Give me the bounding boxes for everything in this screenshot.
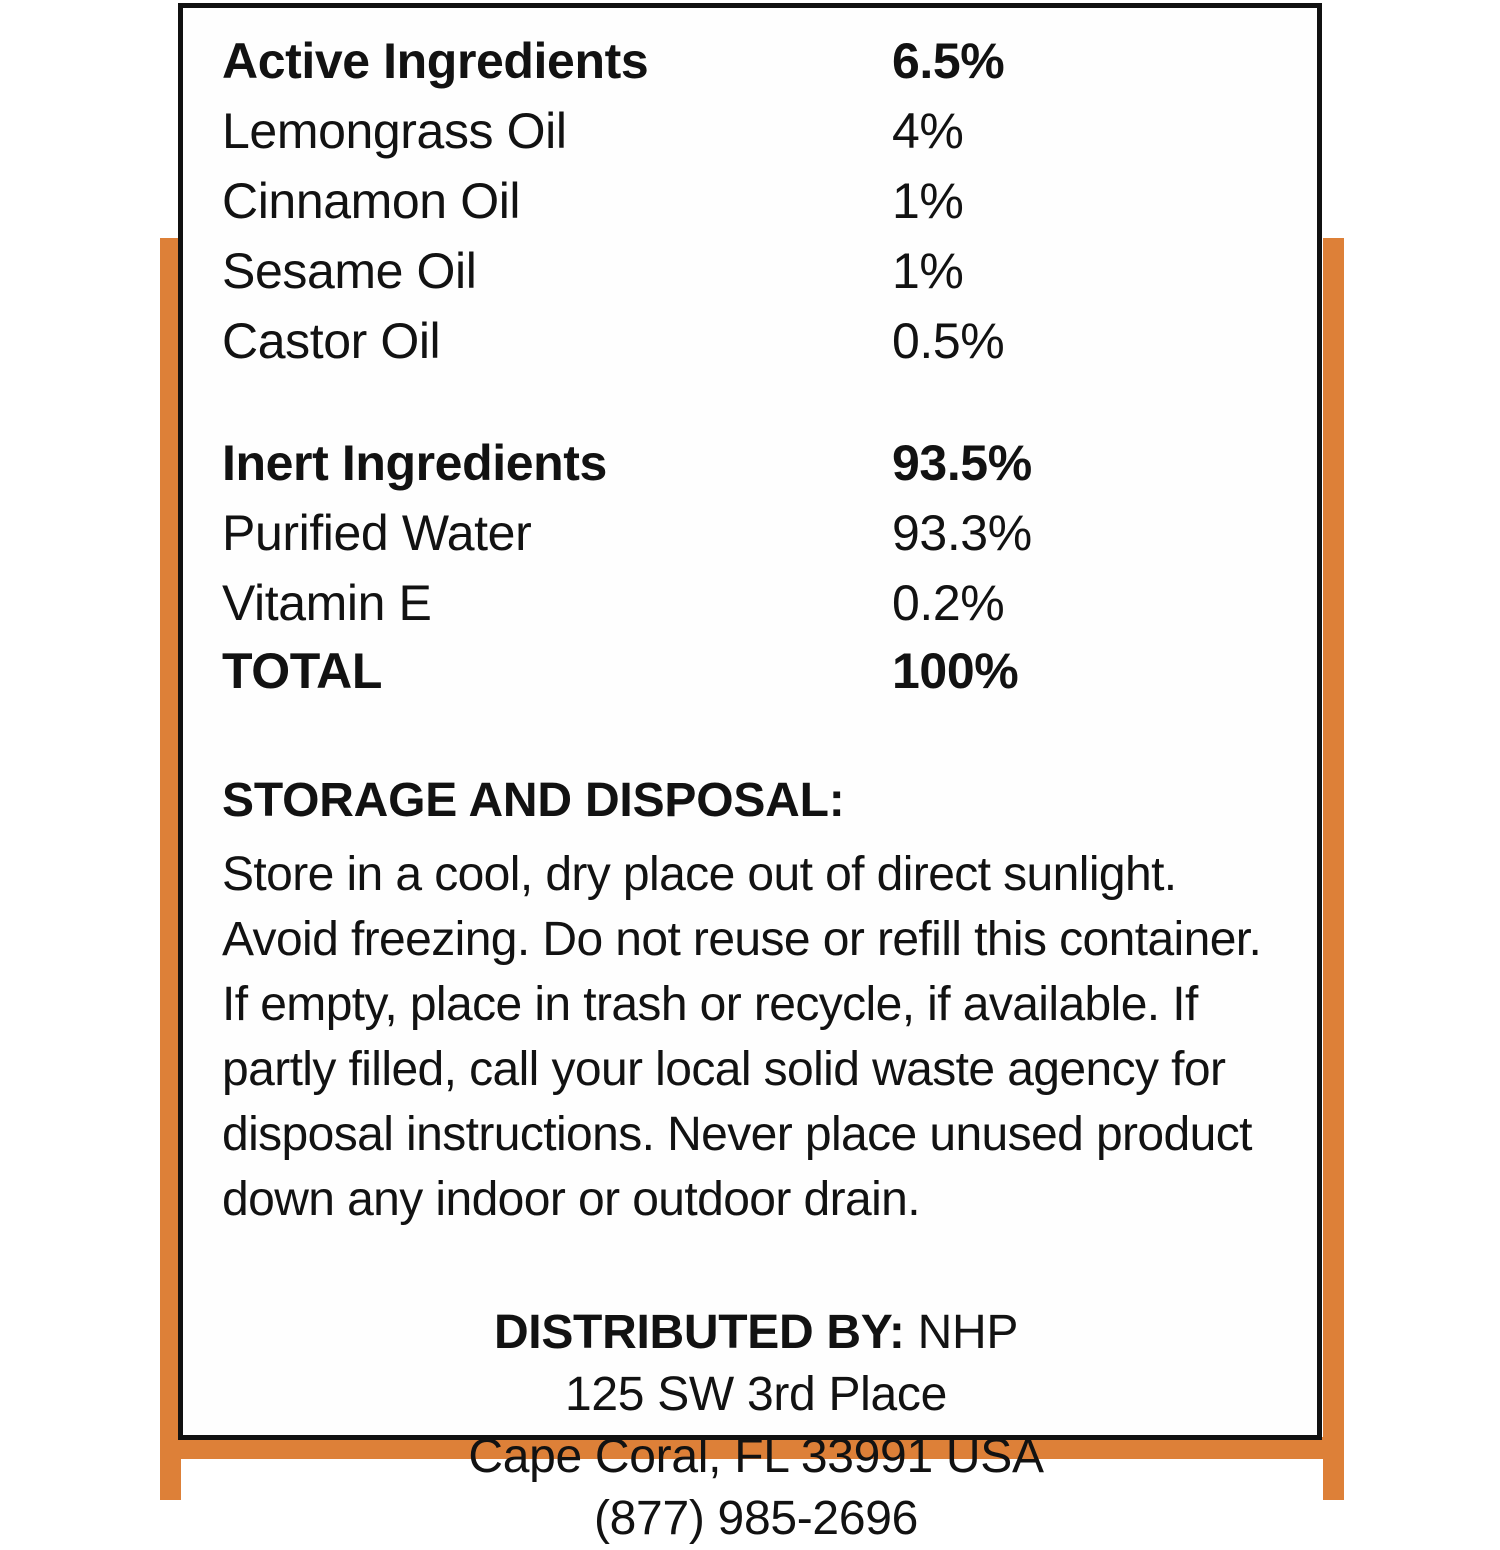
- distributor-phone: (877) 985-2696: [593, 1492, 919, 1545]
- table-row: [222, 498, 1290, 568]
- section-spacer-cell: [222, 376, 1290, 428]
- distributor-company-name: NHP: [917, 1306, 1019, 1359]
- table-row: [222, 568, 1290, 638]
- ingredient-name: Cinnamon Oil: [222, 173, 521, 229]
- active-ingredients-label: Active Ingredients: [222, 33, 649, 89]
- ingredient-name: Castor Oil: [222, 313, 441, 369]
- distributor-city-state-zip: Cape Coral, FL 33991 USA: [468, 1430, 1044, 1483]
- inert-ingredients-heading-row: [222, 428, 1290, 498]
- inert-ingredients-value: 93.5%: [892, 435, 1032, 491]
- ingredients-table: [222, 26, 1290, 704]
- active-ingredients-value: 6.5%: [892, 33, 1005, 89]
- distributor-company-line: [222, 1302, 1290, 1364]
- section-spacer: [222, 376, 1290, 428]
- storage-and-disposal-section: [222, 772, 1290, 1232]
- ingredient-name: Lemongrass Oil: [222, 103, 567, 159]
- total-label: TOTAL: [222, 643, 383, 699]
- ingredient-value: 0.5%: [892, 313, 1005, 369]
- distributed-by-label: DISTRIBUTED BY:: [493, 1306, 905, 1359]
- ingredient-value: 1%: [892, 243, 964, 299]
- label-card: [178, 3, 1322, 1545]
- active-ingredients-heading-row: [222, 26, 1290, 96]
- table-row: [222, 236, 1290, 306]
- accent-band-right: [1323, 238, 1344, 1500]
- distributor-street: 125 SW 3rd Place: [564, 1368, 948, 1421]
- storage-body-text: Store in a cool, dry place out of direct sunlight. Avoid freezing. Do not reuse or refill this container. If empty, place in trash or recycle, if available. If partly filled, call your local solid waste agency for disposal instructions. Never place unused product down any indoor or outdoor drain.: [222, 848, 1262, 1226]
- ingredient-value: 0.2%: [892, 575, 1005, 631]
- inert-ingredients-label: Inert Ingredients: [222, 435, 607, 491]
- storage-heading: STORAGE AND DISPOSAL:: [222, 774, 845, 827]
- ingredient-value: 93.3%: [892, 505, 1032, 561]
- table-row: [222, 96, 1290, 166]
- distributor-block: [222, 1302, 1290, 1550]
- ingredient-name: Sesame Oil: [222, 243, 477, 299]
- ingredient-name: Purified Water: [222, 505, 532, 561]
- total-value: 100%: [892, 643, 1019, 699]
- label-content: [222, 26, 1290, 1550]
- table-row: [222, 166, 1290, 236]
- table-row: [222, 306, 1290, 376]
- ingredient-value: 1%: [892, 173, 964, 229]
- ingredient-value: 4%: [892, 103, 964, 159]
- ingredient-name: Vitamin E: [222, 575, 432, 631]
- total-row: [222, 638, 1290, 704]
